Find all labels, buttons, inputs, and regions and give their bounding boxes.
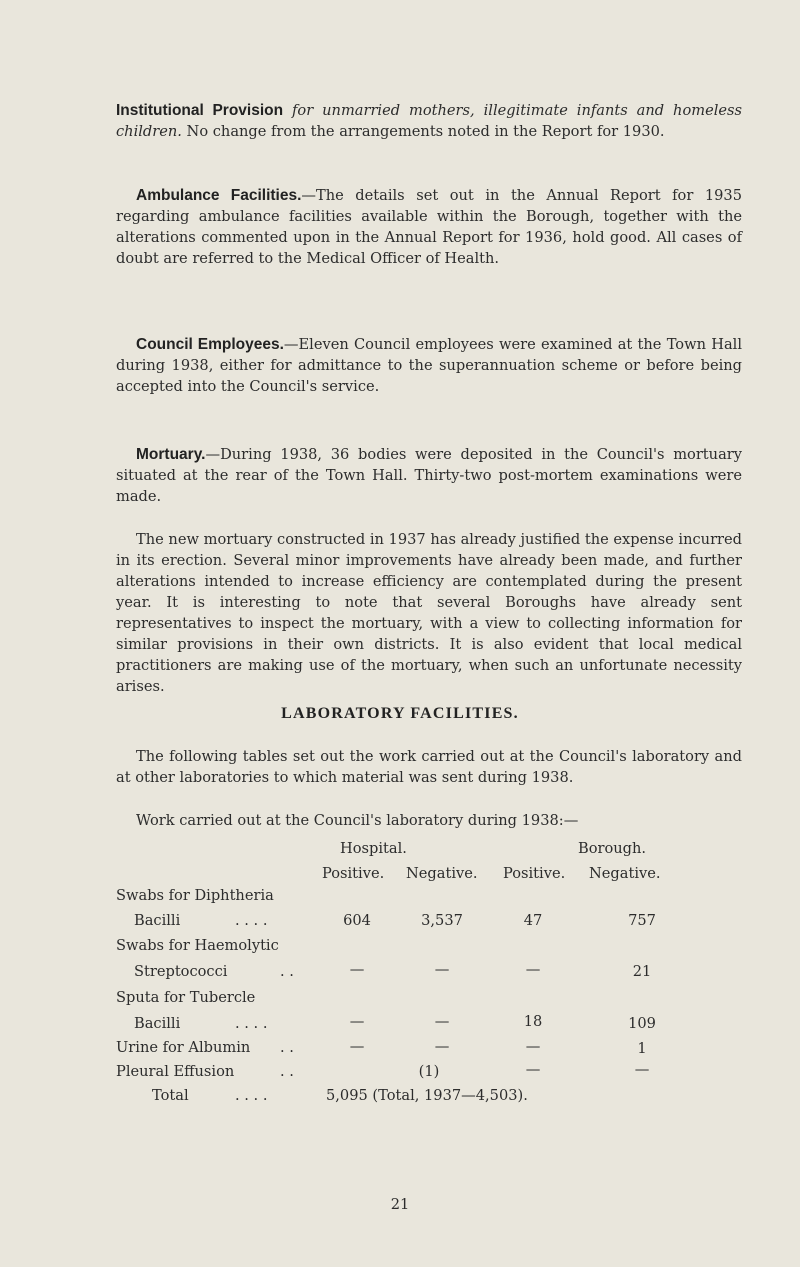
institutional-provision-heading: Institutional Provision: [116, 102, 284, 119]
institutional-provision-italic: for unmarried mothers, illegitimate infants and homeless children.: [116, 102, 742, 140]
borough-group-header: Borough.: [578, 840, 647, 857]
ambulance-paragraph: [116, 185, 742, 269]
council-employees-text: —Eleven Council employees were examined at the Town Hall during 1938, either for admittance to the superannuation scheme or before being accepted into the Council's service.: [116, 336, 742, 395]
table-cell: (1): [418, 1063, 440, 1080]
council-employees-paragraph: [116, 334, 742, 397]
table-caption-text: Work carried out at the Council's laboratory during 1938:—: [136, 812, 579, 829]
borough-positive-header: Positive.: [503, 865, 566, 882]
borough-negative-header: Negative.: [589, 865, 661, 882]
table-cell: 3,537: [421, 912, 463, 929]
mortuary-second-text: The new mortuary constructed in 1937 has already justified the expense incurred in its erection. Several minor improvements have already been made, and further alterations intended to increase efficiency are contemplated during the present year. It is interesting to note that several Boroughs have already sent representatives to inspect the mortuary, with a view to collecting information for similar provisions in their own districts. It is also evident that local medical practitioners are making use of the mortuary, when such an unfortunate necessity arises.: [116, 531, 742, 695]
row-label-line2: Streptococci . .: [134, 963, 294, 980]
ambulance-text: —The details set out in the Annual Report for 1935 regarding ambulance facilities available within the Borough, together with the alterations commented upon in the Annual Report for 1936, hold good. All cases of doubt are referred to the Medical Officer of Health.: [116, 187, 742, 267]
table-cell: —: [525, 1038, 541, 1055]
institutional-provision-text: No change from the arrangements noted in the Report for 1930.: [186, 123, 665, 140]
row-label-line2: Bacilli . . . .: [134, 1015, 268, 1032]
row-label-line1: Swabs for Diphtheria: [116, 887, 274, 904]
laboratory-facilities-title: LABORATORY FACILITIES.: [281, 705, 519, 722]
table-cell: 18: [523, 1013, 543, 1030]
table-cell: —: [349, 1038, 365, 1055]
row-label-line1: Swabs for Haemolytic: [116, 937, 279, 954]
mortuary-paragraph: [116, 444, 742, 507]
laboratory-intro-text: The following tables set out the work carried out at the Council's laboratory and at other laboratories to which material was sent during 1938.: [116, 748, 742, 786]
hospital-positive-header: Positive.: [322, 865, 385, 882]
mortuary-heading: Mortuary.: [136, 446, 206, 463]
hospital-group-header: Hospital.: [340, 840, 407, 857]
table-cell: —: [634, 1061, 650, 1078]
row-label-line1: Sputa for Tubercle: [116, 989, 256, 1006]
table-cell: 604: [343, 912, 371, 929]
mortuary-text: —During 1938, 36 bodies were deposited in the Council's mortuary situated at the rear of the Town Hall. Thirty-two post-mortem examinations were made.: [116, 446, 742, 505]
table-caption: [116, 810, 742, 831]
council-employees-heading: Council Employees.: [136, 336, 284, 353]
total-label: Total . . . .: [152, 1087, 268, 1104]
table-cell: —: [434, 961, 450, 978]
table-cell: —: [349, 1013, 365, 1030]
table-cell: 47: [523, 912, 543, 929]
mortuary-second-paragraph: [116, 529, 742, 697]
row-label-line2: Bacilli . . . .: [134, 912, 268, 929]
ambulance-heading: Ambulance Facilities.: [136, 187, 302, 204]
laboratory-intro-paragraph: [116, 746, 742, 788]
table-cell: 757: [628, 912, 656, 929]
row-label-line1: Urine for Albumin . .: [116, 1039, 294, 1056]
hospital-negative-header: Negative.: [406, 865, 478, 882]
table-cell: —: [525, 1061, 541, 1078]
table-cell: 109: [628, 1015, 656, 1032]
table-cell: 1: [637, 1040, 647, 1057]
table-cell: —: [525, 961, 541, 978]
table-cell: —: [434, 1038, 450, 1055]
table-cell: —: [349, 961, 365, 978]
page-number: 21: [390, 1196, 410, 1213]
total-value: 5,095 (Total, 1937—4,503).: [326, 1087, 528, 1104]
institutional-provision-paragraph: [116, 100, 742, 142]
table-cell: 21: [632, 963, 652, 980]
table-cell: —: [434, 1013, 450, 1030]
row-label-line1: Pleural Effusion . .: [116, 1063, 294, 1080]
